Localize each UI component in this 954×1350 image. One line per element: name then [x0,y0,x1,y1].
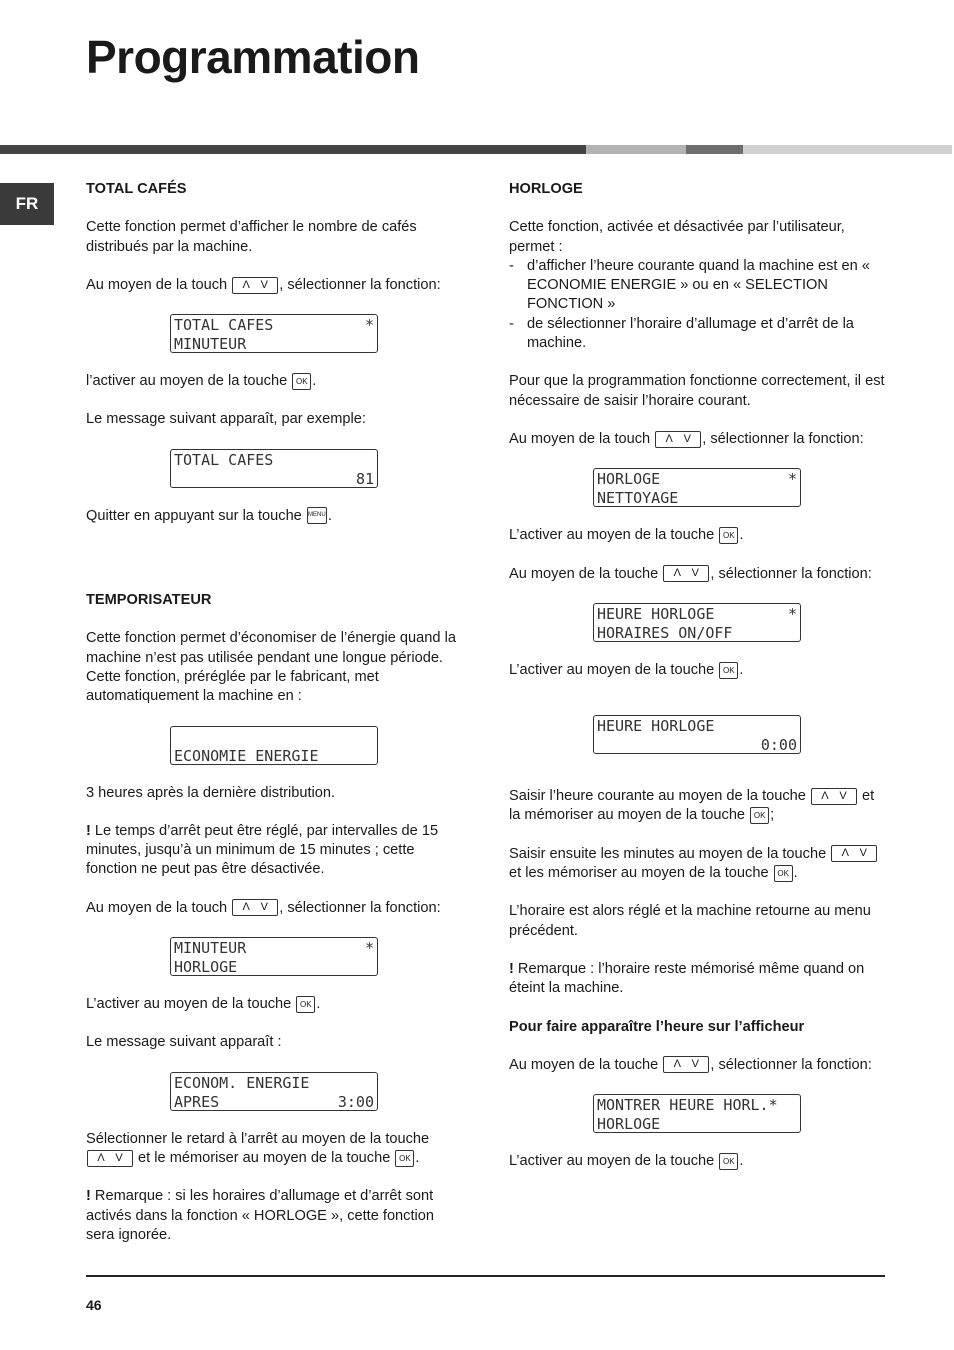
paragraph: Le message suivant apparaît, par exemple: [86,411,366,428]
paragraph: Quitter en appuyant sur la touche MENU . [86,507,332,524]
paragraph: Sélectionner le retard à l’arrêt au moyen de la touche Λ V et le mémoriser au moyen de la touche OK . [86,1130,430,1166]
paragraph: Cette fonction permet d’économiser de l’énergie quand la machine n’est pas utilisée pendant une longue période. Cette fonction, préréglée par le fabricant, met automatiquement la machine en : [86,630,456,705]
paragraph: Au moyen de la touche Λ V , sélectionner la fonction: [509,565,872,582]
paragraph: Au moyen de la touch Λ V , sélectionner la fonction: [509,430,864,447]
ok-key-icon: OK [292,373,311,390]
menu-key-icon: MENU [307,507,327,524]
header-rule-mid [586,145,686,154]
paragraph: Cette fonction, activée et désactivée par l’utilisateur, permet : [509,219,845,255]
paragraph: Pour que la programmation fonctionne correctement, il est nécessaire de saisir l’horaire courant. [509,373,885,409]
header-rule-light [743,145,952,154]
up-down-key-icon: Λ V [811,788,857,805]
up-down-key-icon: Λ V [87,1150,133,1167]
paragraph: Au moyen de la touch Λ V , sélectionner la fonction: [86,899,441,916]
header-rule-dark [0,145,586,154]
paragraph: L’activer au moyen de la touche OK . [509,527,744,544]
paragraph: L’activer au moyen de la touche OK . [509,661,744,678]
page-number: 46 [86,1297,102,1313]
paragraph: L’activer au moyen de la touche OK . [509,1153,744,1170]
paragraph: 3 heures après la dernière distribution. [86,784,336,801]
ok-key-icon: OK [719,662,738,679]
lcd-display: MINUTEUR * HORLOGE [170,937,378,976]
lcd-display: ECONOM. ENERGIE APRES 3:00 [170,1072,378,1111]
paragraph: Le message suivant apparaît : [86,1034,282,1051]
lcd-display: MONTRER HEURE HORL.* HORLOGE [593,1094,801,1133]
ok-key-icon: OK [719,527,738,544]
paragraph: l’activer au moyen de la touche OK . [86,373,317,390]
header-rule-dark2 [686,145,743,154]
paragraph: Cette fonction permet d’afficher le nombre de cafés distribués par la machine. [86,219,417,255]
section-heading-total-cafes: TOTAL CAFÉS [86,181,187,197]
paragraph: Au moyen de la touch Λ V , sélectionner la fonction: [86,276,441,293]
page-title: Programmation [86,31,420,83]
paragraph: L’horaire est alors réglé et la machine retourne au menu précédent. [509,903,871,939]
paragraph: L’activer au moyen de la touche OK . [86,996,321,1013]
ok-key-icon: OK [296,996,315,1013]
section-heading-temporisateur: TEMPORISATEUR [86,592,212,609]
footer-rule [86,1275,885,1277]
feature-list [509,257,889,353]
paragraph: ! Le temps d’arrêt peut être réglé, par intervalles de 15 minutes, jusqu’à un minimum de 15 minutes ; cette fonction ne peut pas être désactivée. [86,822,439,878]
paragraph: ! Remarque : si les horaires d’allumage et d’arrêt sont activés dans la fonction « HORLOGE », cette fonction sera ignorée. [86,1188,434,1243]
lcd-display: HEURE HORLOGE 0:00 [593,715,801,754]
list-item: - de sélectionner l’horaire d’allumage et d’arrêt de la machine. [509,315,889,354]
lcd-display: TOTAL CAFES 81 [170,449,378,488]
up-down-key-icon: Λ V [663,1056,709,1073]
section-heading-horloge: HORLOGE [509,181,583,197]
up-down-key-icon: Λ V [655,431,701,448]
paragraph: Saisir ensuite les minutes au moyen de la touche Λ V et les mémoriser au moyen de la touche OK . [509,845,889,884]
ok-key-icon: OK [719,1153,738,1170]
language-tab: FR [0,183,54,225]
up-down-key-icon: Λ V [831,845,877,862]
lcd-display: HORLOGE * NETTOYAGE [593,468,801,507]
ok-key-icon: OK [774,865,793,882]
ok-key-icon: OK [395,1150,414,1167]
up-down-key-icon: Λ V [232,277,278,294]
right-column [509,180,889,1190]
up-down-key-icon: Λ V [232,899,278,916]
ok-key-icon: OK [750,807,769,824]
lcd-display: TOTAL CAFES * MINUTEUR [170,314,378,353]
paragraph: Saisir l’heure courante au moyen de la touche Λ V et la mémoriser au moyen de la touche OK ; [509,788,875,824]
left-column [86,180,466,1264]
lcd-display: HEURE HORLOGE * HORAIRES ON/OFF [593,603,801,642]
up-down-key-icon: Λ V [663,565,709,582]
paragraph: ! Remarque : l’horaire reste mémorisé même quand on éteint la machine. [509,960,865,997]
paragraph: Au moyen de la touche Λ V , sélectionner la fonction: [509,1056,872,1073]
list-item: - d’afficher l’heure courante quand la machine est en « ECONOMIE ENERGIE » ou en « SELECTION FONCTION » [509,257,889,315]
lcd-display: ECONOMIE ENERGIE [170,726,378,765]
sub-heading: Pour faire apparaître l’heure sur l’afficheur [509,1018,805,1035]
